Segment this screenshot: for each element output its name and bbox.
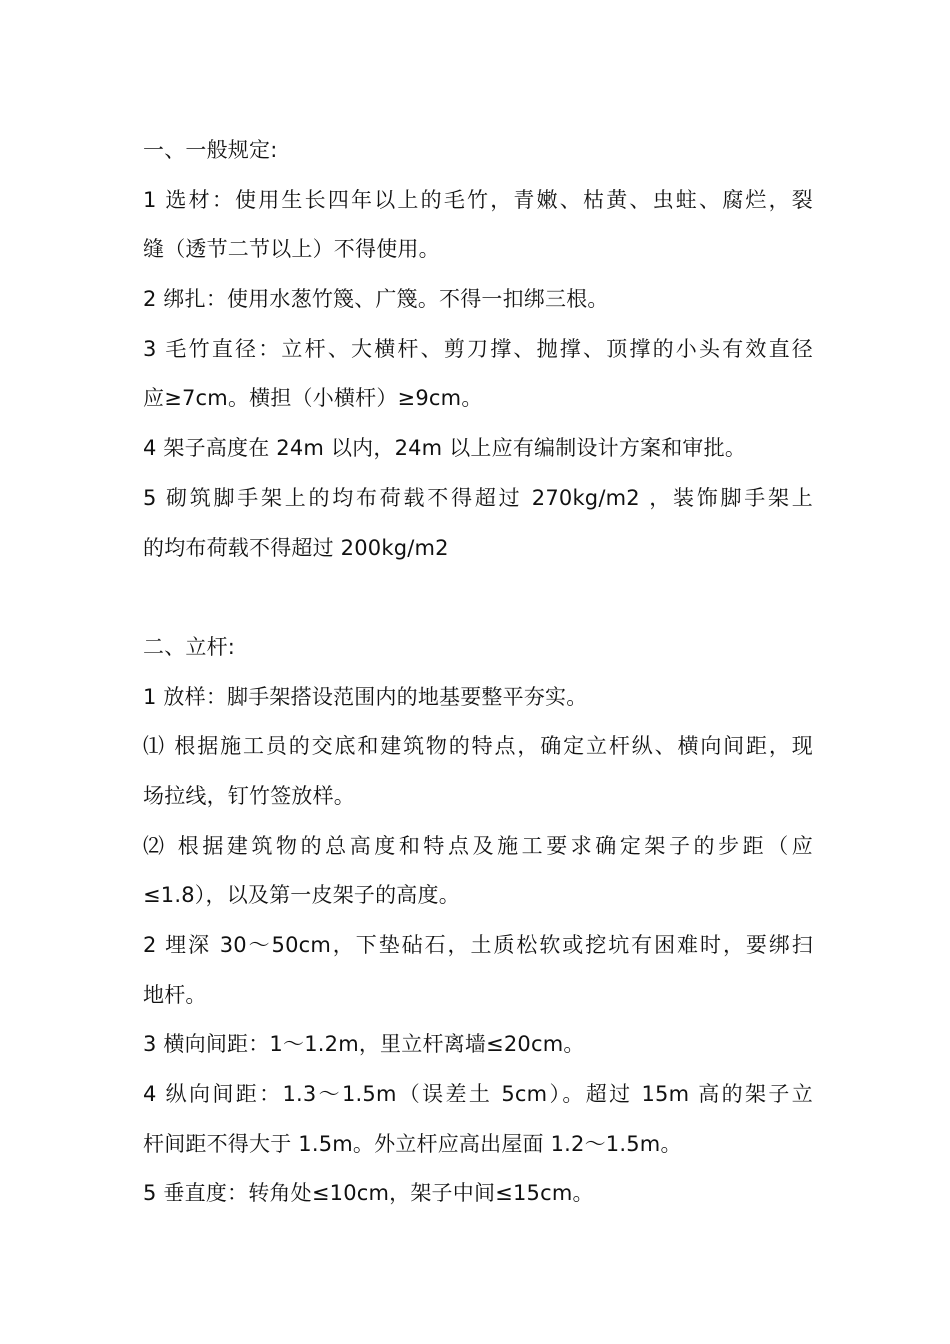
paragraph-line: 2 埋深 30～50cm，下垫砧石，土质松软或挖坑有困难时，要绑扫 xyxy=(143,933,813,957)
paragraph-line: 1 放样：脚手架搭设范围内的地基要整平夯实。 xyxy=(143,684,588,709)
paragraph-line: 地杆。 xyxy=(143,982,207,1007)
paragraph-line: 应≥7cm。横担（小横杆）≥9cm。 xyxy=(143,386,483,411)
document-body xyxy=(143,126,813,1219)
paragraph-line: 4 纵向间距：1.3～1.5m（误差土 5cm）。超过 15m 高的架子立 xyxy=(143,1082,813,1107)
paragraph-line: ⑴ 根据施工员的交底和建筑物的特点，确定立杆纵、横向间距，现 xyxy=(143,734,813,759)
paragraph-line: 4 架子高度在 24m 以内，24m 以上应有编制设计方案和审批。 xyxy=(143,436,747,461)
paragraph-line: 2 绑扎：使用水葱竹篾、广篾。不得一扣绑三根。 xyxy=(143,287,609,312)
paragraph-line: 场拉线，钉竹签放样。 xyxy=(143,783,355,808)
paragraph-line: 3 横向间距：1～1.2m，里立杆离墙≤20cm。 xyxy=(143,1032,585,1057)
section-spacer xyxy=(143,573,813,623)
section-heading-uprights: 二、立杆: xyxy=(143,634,236,659)
paragraph-line: 的均布荷载不得超过 200kg/m2 xyxy=(143,535,449,560)
paragraph-line: 1 选材：使用生长四年以上的毛竹，青嫩、枯黄、虫蛀、腐烂，裂 xyxy=(143,187,813,212)
paragraph-line: 3 毛竹直径：立杆、大横杆、剪刀撑、抛撑、顶撑的小头有效直径 xyxy=(143,336,813,361)
paragraph-line: 5 垂直度：转角处≤10cm，架子中间≤15cm。 xyxy=(143,1181,594,1206)
paragraph-line: 5 砌筑脚手架上的均布荷载不得超过 270kg/m2 ，装饰脚手架上 xyxy=(143,485,813,510)
paragraph-line: ⑵ 根据建筑物的总高度和特点及施工要求确定架子的步距（应 xyxy=(143,833,813,858)
section-heading-general-rules: 一、一般规定: xyxy=(143,138,278,162)
paragraph-line: 杆间距不得大于 1.5m。外立杆应高出屋面 1.2～1.5m。 xyxy=(143,1131,682,1156)
paragraph-line: ≤1.8），以及第一皮架子的高度。 xyxy=(143,883,460,908)
paragraph-line: 缝（透节二节以上）不得使用。 xyxy=(143,237,440,262)
